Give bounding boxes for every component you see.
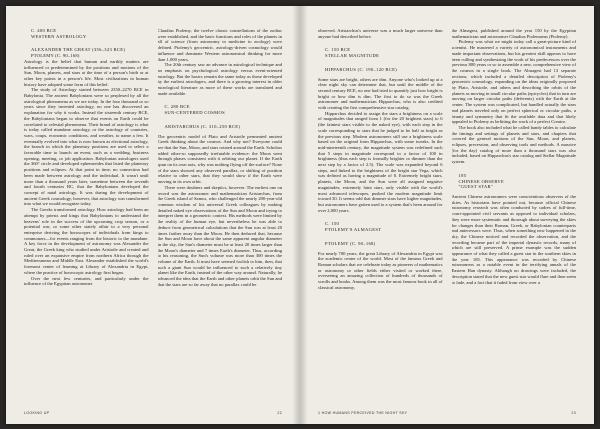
paragraph: The book also included what he called handy tables to calculate the timings and settings of planets and stars, and chapters that covered the general motions of the Sun, Moon, and planets, eclipses, precession, and observing tools and methods. A massive (for the day) catalog of more than a thousand stars was also included, based on Hipparchus's star catalog and Stellar Magnitude system. xyxy=(451,124,576,165)
section-date: C. 400 BCE xyxy=(31,28,57,33)
paragraph: observed. Aristarchus's universe was a much larger universe than anyone had described before. xyxy=(318,28,443,39)
right-column-2 xyxy=(452,28,577,400)
section-date: C. 150 xyxy=(325,221,340,227)
paragraph: For nearly 700 years, the great Library of Alexandria in Egypt was the academic center of the world. Most of the famous Greek and Roman scholars that we celebrate today as pioneers of mathematics or astronomy or other fields either visited or worked there, overseeing an amazing collection of hundreds of thousands of scrolls and books. Among them was the most famous book in all of classical astronomy, xyxy=(318,250,443,290)
running-head: LOOKING UP xyxy=(24,411,50,415)
paragraph: Over the next few centuries, and particularly under the influence of the Egyptian astronomer xyxy=(24,275,149,287)
paragraph: The Greeks transformed astrology. How astrology had been an attempt by priests and kings that Babylonians to understand the heavens' role in the success of the upcoming crop season, or a potential war, or some other stately affair to a very personal enterprise deriving the horoscopes of individuals from kings to commoners—for events ranging from the historic to the mundane. A key force in the development of astronomy was Alexander the Great, the Greek king who studied under Aristotle and created and ruled over an expansive empire from northern Africa through the Mediterranean and Middle East. Alexander established the world's foremost center of learning at Library of Alexandria in Egypt, where the practice of horoscopic astrology first began. xyxy=(24,207,149,275)
paragraph: Some stars are bright, others are dim. Anyone who's looked up at a clear night sky can determine that, but until the middle of the second century BCE, no one had tried to quantify just how bright is bright or how dim is dim. The first to do so was the Greek astronomer and mathematician Hipparchus, who is also credited with creating the first comprehensive star catalog. xyxy=(318,76,443,111)
section-title: HIPPARCHUS (C. 190–120 BCE) xyxy=(325,66,397,72)
right-footer xyxy=(318,411,576,415)
section-title: ARISTARCHUS (C. 310–250 BCE) xyxy=(164,123,241,129)
section-heading: WESTERN ASTROLOGY xyxy=(31,33,87,39)
right-page xyxy=(300,6,594,424)
section-heading: STELLAR MAGNITUDE xyxy=(325,53,380,59)
paragraph: Ancient Chinese astronomers were conscientious observers of the skies. As historians have pointed out, because official Chinese astronomy research was often conducted by cadres of full-time, court-appointed civil servants as opposed to individual scholars, they were more systematic and thorough about surveying the skies for changes than their Roman, Greek, or Babylonian counterparts and antecessors were. Thus, when something new happened in the sky, the Chinese noticed and recorded the observation, and the recording became part of the imperial dynastic records, many of which are still preserved. A prime example was the sudden appearance of what they called a guest star in the southern skies in the year 185. This appearance was recorded by Chinese astronomers as a notable event in the terrifying annals of the Eastern Han dynasty. Although no drawings were included, the description stated that the new guest star would flare and then seem to fade, and a fact that it faded from view over a xyxy=(451,193,576,285)
left-footer xyxy=(24,411,282,415)
paragraph: Claudius Ptolemy, the twelve classic constellations of the zodiac were established, and the basic functions and roles of the planets in all of science (from astronomy to medicine to zoology) were defined. Ptolemy's geocentric, astrology-driven cosmology would influence and dominate Western astronomical thinking for more than 1,000 years. xyxy=(157,28,282,62)
paragraph: the Almagest, published around the year 150 by the Egyptian mathematician and astronomer Claudius Ptolemaeus (Ptolemy). xyxy=(451,28,576,39)
book-spread xyxy=(6,6,594,424)
section-date: C. 150 BCE xyxy=(325,47,351,53)
section-subtitle: PTOLEMY (C. 90–168) xyxy=(31,53,80,59)
running-head: 1 HOW HUMANS PERCEIVED THE NIGHT SKY xyxy=(318,411,408,415)
page-number: 23 xyxy=(571,411,576,415)
paragraph: The study of Astrology started between 2350–2270 BCE in Babylonia. The ancient Babylonians were so perplexed by all the astrological phenomena as we are today. In the four thousand or so years since they invented astrology, no one has discovered an explanation for why it works. Instead the sixteenth century BCE, the Babylonians began to observe that events on Earth could be correlated to celestial phenomena. Their brand of astrology is what is today called mundane astrology, or the astrology of countries, wars, coups, economic conditions, and weather, to name a few. It eventually evolved into what is now known as electional astrology, the branch in which the planetary positions are used to select a favorable time to launch an event, such as a wedding, business opening, meeting, or job application. Babylonian astrologers used the 360° circle and developed ephemerides that listed the planetary positions and eclipses. At that point in time, no connection had been made between astrology and the individual. It wasn't until more than a thousand years later, sometime between the seventh and fourth centuries BC, that the Babylonians developed the concept of natal astrology. It was during the development of ancient Greek cosmology, however, that astrology was transformed into what we would recognize today. xyxy=(24,87,149,207)
section-title: PTOLEMY (C. 90–168) xyxy=(325,240,376,246)
section-heading: CHINESE OBSERVE xyxy=(458,178,505,184)
paragraph: The 20th century saw an advance in astrological technique and an emphasis on psychological astrology versus event-oriented astrology. But the basics remain the same today as those developed by the earliest astrologers, and there is a growing interest in older astrological literature as more of these works are translated and made available. xyxy=(157,62,282,96)
paragraph: The geocentric model of Plato and Aristotle permeated ancient Greek thinking about the cosmos. And why not? Everyone could see that the Sun, Moon, and stars rotated around the Earth. Scholars added other-so supposedly irrefutable evidence: the Moon went through phases consistent with it orbiting our planet. If the Earth spun on its own axis, why was nothing flying off the surface? None of the stars showed any observed parallax, or shifting of position relative to other stars, that they would show if the Earth were moving in its own orbit. xyxy=(157,133,282,185)
section-heading: "GUEST STAR" xyxy=(458,184,494,190)
section-date: C. 280 BCE xyxy=(164,104,190,110)
paragraph: Hipparchus decided to assign the stars a brightness on a scale of magnitudes that ranged from 1 (for the 20 brightest stars) to 6 (the faintest stars visible to the naked eye), with each step in the scale corresponding to stars that he judged to be half as bright as the previous step. Modern astronomers still use a brightness scale based on the original from Hipparchus, with some tweaks. In the mid-nineteenth century, the magnitude system was redefined such that 5 steps in magnitude correspond to a factor of 100 in brightness (thus each step is formally brighter or dimmer than the next step by a factor of 2.5). The scale was expanded beyond 6 steps, and linked to the brightness of the bright star Vega, which was defined as having a magnitude of 0. Extremely bright stars, planets, the Moon, and the Sun were all assigned negative magnitudes; extremely faint stars, only visible with the world's most advanced telescopes, pushed the modern magnitude limit toward 30. It seems odd that dimmer stars have higher magnitudes, but astronomers have gotten used to a system that's been around for over 2,000 years. xyxy=(318,110,443,213)
paragraph: Astrology is the belief that human and earthly matters are influenced or predetermined by the positions and motions of the Sun, Moon, planets, and stars at the time of a person's birth or at other key points in a person's life. Most civilizations in human history have adopted some form of this belief. xyxy=(24,58,149,87)
paragraph: Ptolemy was what we might today call a great-picture kind of scientist. He mastered a variety of astronomical instruments and made important observations, but his greatest skill appears to have been culling and synthesizing the work of his predecessors over the previous 800 years or so to assemble a new, comprehensive view of the cosmos in a single book. The Almagest had 13 separate sections, which included a detailed description of Ptolemy's geocentric cosmology, expanding on the ideas originally proposed by Plato, Aristotle, and others and describing the orbits of the planets as moving in small circular paths (epicycles) that in turn are moving on larger circular paths (deferents) with the Earth at the center. The system was complicated, but handled actually the stars and planets traveled only on perfect spherical or circular paths, a beauty and symmetry that fit the available data and that likely appealed to Ptolemy as befitting the work of a perfect Creator. xyxy=(451,39,576,125)
left-page xyxy=(6,6,300,424)
paragraph: There were doubters and skeptics, however. The earliest one on record was the astronomer and mathematician Aristarchus, from the Greek island of Samos, who challenged the nearly 200-year-old common wisdom of his universal Greek colleagues by making detailed naked eye observations of the Sun and Moon and trying to interpret them in a geometric context. His methods were limited by the reality of the human eye, but nevertheless he was able to deduce from geometrical calculations that the Sun was at least 20 times farther away than the Moon. He then deduced that, because the Sun and Moon have about the same apparent angular diameter in the sky, the Sun's diameter must be at least 20 times larger than the Moon's diameter and 7 times Earth's diameter. Thus, according to his reasoning, the Sun's volume was more than 300 times the volume of the Earth. It must have seemed foolish to him, then, that such a giant Sun would be influenced to such a relatively tiny planet like the Earth, instead of the other way around. Naturally, he advanced the idea that the Earth and other planets orbit the Sun and that the stars are so far away that no parallax could be xyxy=(157,184,282,287)
right-column-1 xyxy=(318,28,443,400)
left-column-1 xyxy=(24,28,149,400)
section-date: 185 xyxy=(458,172,467,178)
section-heading: SUN-CENTERED COSMOS xyxy=(164,110,225,116)
section-title: ALEXANDER THE GREAT (356–323 BCE) xyxy=(31,47,126,53)
left-column-2 xyxy=(158,28,283,400)
page-number: 22 xyxy=(277,411,282,415)
section-heading: PTOLEMY'S ALMAGEST xyxy=(325,227,382,233)
